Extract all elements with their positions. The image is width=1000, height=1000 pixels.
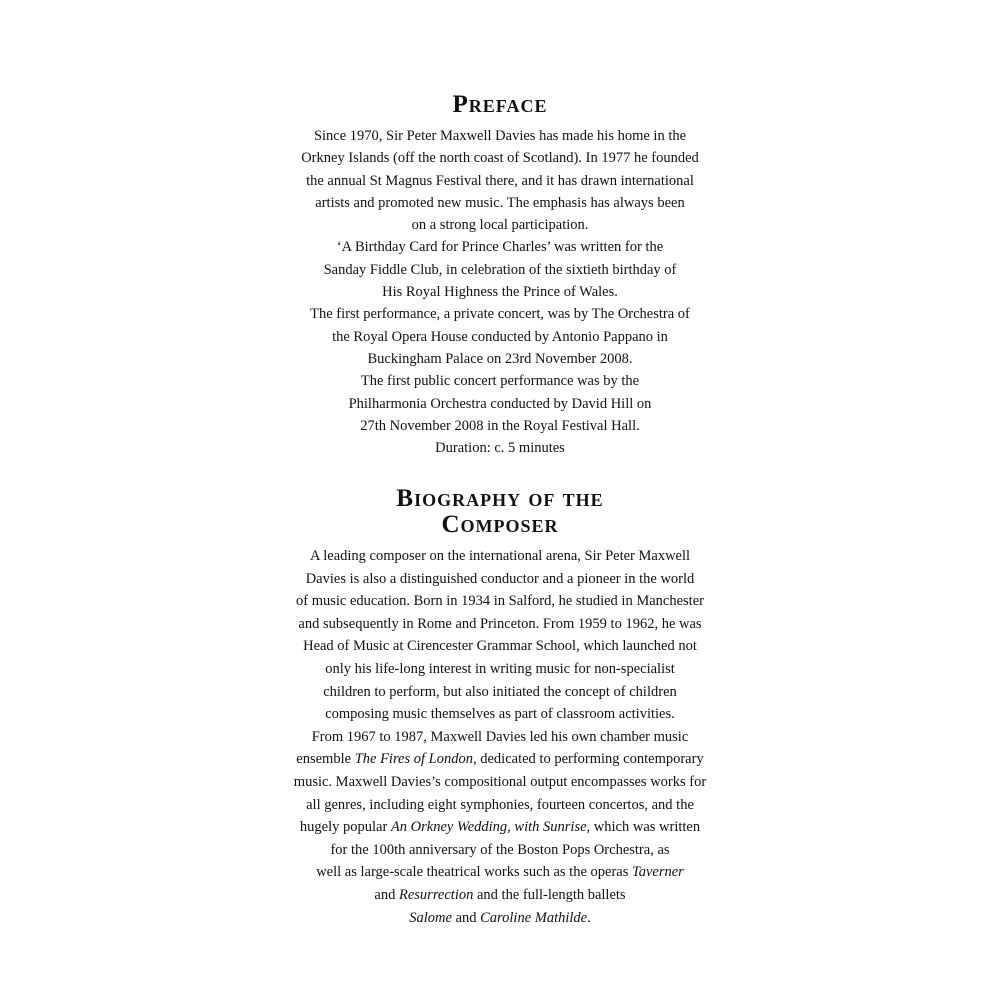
biography-line: of music education. Born in 1934 in Salford, he studied in Manchester xyxy=(296,593,704,610)
line-text: ensemble xyxy=(296,751,355,768)
biography-line xyxy=(0,884,1000,907)
biography-line: children to perform, but also initiated the concept of children xyxy=(323,683,677,700)
work-title: Caroline Mathilde xyxy=(480,909,588,926)
line-text: well as large-scale theatrical works such as the operas xyxy=(316,864,632,881)
preface-line: on a strong local participation. xyxy=(411,217,589,234)
biography-line: all genres, including eight symphonies, fourteen concertos, and the xyxy=(306,796,694,813)
line-text: . xyxy=(587,909,591,926)
biography-line: Head of Music at Cirencester Grammar School, which launched not xyxy=(303,638,697,655)
preface-line: Since 1970, Sir Peter Maxwell Davies has made his home in the xyxy=(313,128,687,144)
biography-line: A leading composer on the international arena, Sir Peter Maxwell xyxy=(309,548,691,564)
preface-duration: Duration: c. 5 minutes xyxy=(435,440,565,457)
preface-line: the annual St Magnus Festival there, and it has drawn international xyxy=(306,172,694,189)
ensemble-title: The Fires of London xyxy=(354,751,473,768)
preface-line: Buckingham Palace on 23rd November 2008. xyxy=(367,350,633,367)
line-text: , which was written xyxy=(586,819,701,836)
preface-line: Philharmonia Orchestra conducted by David Hill on xyxy=(348,395,652,412)
preface-line: The first public concert performance was by the xyxy=(360,373,640,390)
preface-line: Orkney Islands (off the north coast of Scotland). In 1977 he founded xyxy=(301,150,699,167)
line-text: and xyxy=(451,909,481,926)
work-title: Taverner xyxy=(631,864,684,881)
preface-line: The first performance, a private concert, was by The Orchestra of xyxy=(310,306,690,323)
work-title: An Orkney Wedding, with Sunrise xyxy=(390,819,587,836)
line-text: hugely popular xyxy=(299,819,391,836)
biography-heading-line2: Composer xyxy=(441,511,559,538)
biography-line xyxy=(0,748,1000,771)
biography-line: for the 100th anniversary of the Boston Pops Orchestra, as xyxy=(330,841,670,858)
biography-body xyxy=(0,545,1000,929)
preface-line: artists and promoted new music. The emphasis has always been xyxy=(315,194,685,211)
biography-line xyxy=(0,907,1000,930)
biography-line xyxy=(0,861,1000,884)
preface-body xyxy=(0,125,1000,459)
preface-heading: Preface xyxy=(452,91,548,118)
biography-line: only his life-long interest in writing music for non-specialist xyxy=(325,660,675,677)
biography-line: From 1967 to 1987, Maxwell Davies led his own chamber music xyxy=(311,728,689,745)
preface-line: His Royal Highness the Prince of Wales. xyxy=(382,284,618,301)
preface-line: 27th November 2008 in the Royal Festival Hall. xyxy=(360,417,640,434)
line-text: , dedicated to performing contemporary xyxy=(472,751,704,768)
work-title: Resurrection xyxy=(398,886,474,903)
biography-line xyxy=(0,816,1000,839)
preface-line: the Royal Opera House conducted by Antonio Pappano in xyxy=(332,328,668,345)
biography-line: composing music themselves as part of classroom activities. xyxy=(325,706,675,723)
biography-heading-line1: Biography of the xyxy=(396,485,604,512)
line-text: and the full-length ballets xyxy=(473,886,626,903)
preface-line: ‘A Birthday Card for Prince Charles’ was written for the xyxy=(336,239,664,256)
biography-line: Davies is also a distinguished conductor and a pioneer in the world xyxy=(305,570,695,587)
biography-line: music. Maxwell Davies’s compositional output encompasses works for xyxy=(293,773,707,790)
line-text: and xyxy=(374,886,399,903)
work-title: Salome xyxy=(409,909,452,926)
biography-line: and subsequently in Rome and Princeton. From 1959 to 1962, he was xyxy=(298,615,702,632)
preface-line: Sanday Fiddle Club, in celebration of the sixtieth birthday of xyxy=(323,261,677,278)
biography-heading xyxy=(0,486,1000,538)
